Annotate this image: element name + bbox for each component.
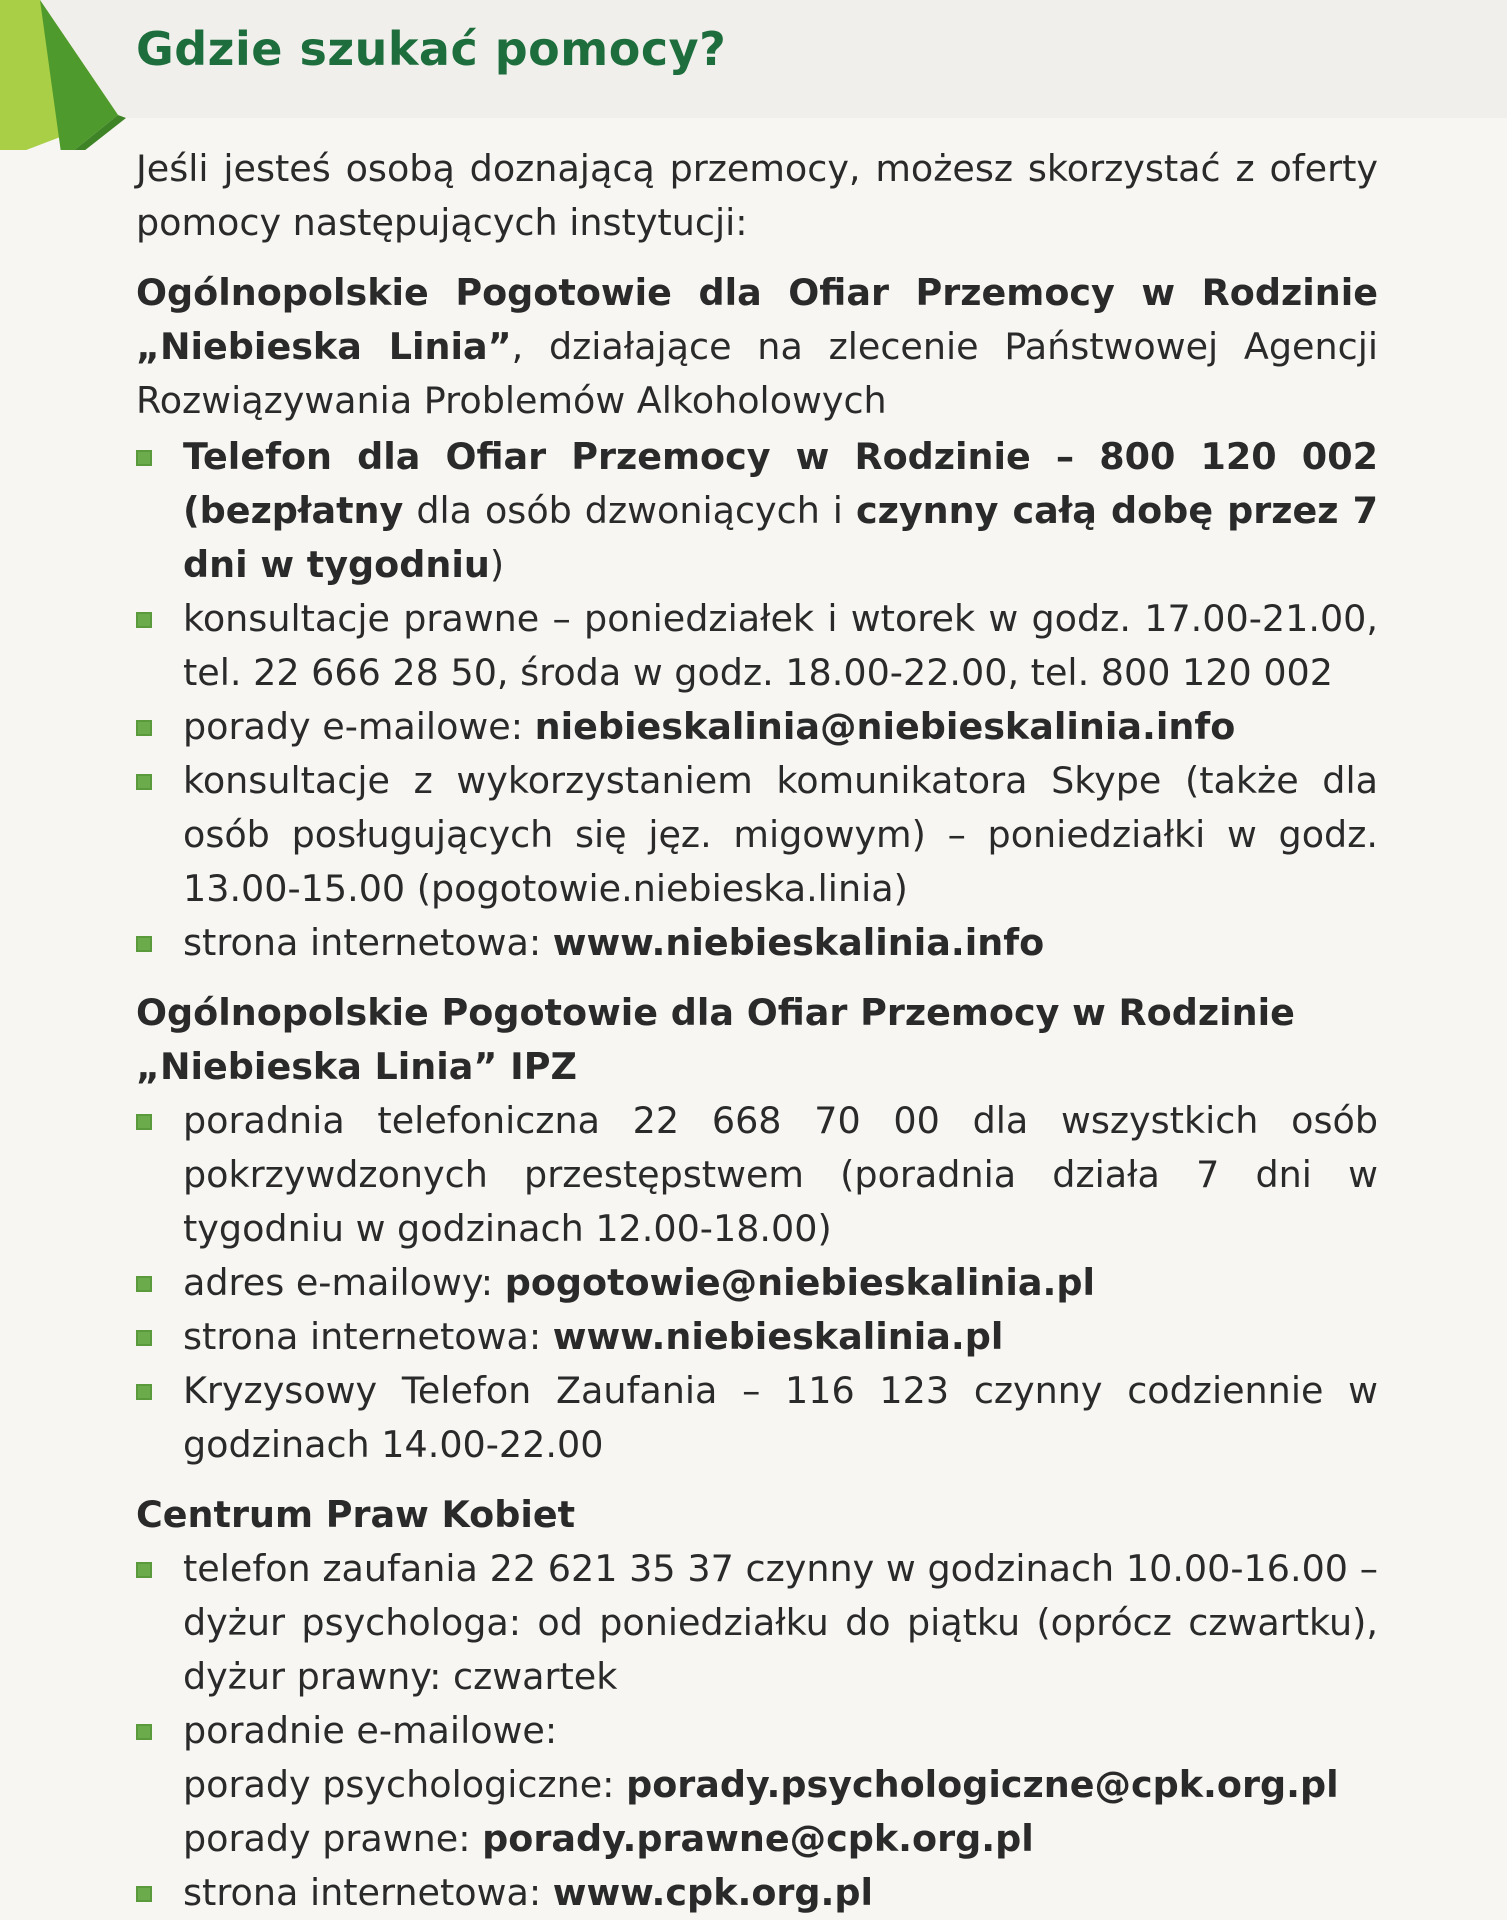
item-text: porady prawne: — [183, 1817, 483, 1860]
email-link[interactable]: niebieskalinia@niebieskalinia.info — [534, 705, 1236, 748]
bullet-icon — [136, 1886, 152, 1902]
page-title: Gdzie szukać pomocy? — [136, 22, 727, 76]
item-bold-text: Telefon dla Ofiar Przemocy w Rodzinie – 800 120 002 — [183, 435, 1378, 478]
list-item — [136, 1094, 1378, 1256]
bullet-icon — [136, 1114, 152, 1130]
corner-triangle-decoration — [0, 0, 130, 150]
item-text: dla osób dzwoniących i — [403, 489, 856, 532]
org-name: Ogólnopolskie Pogotowie dla Ofiar Przemocy w Rodzinie „Niebieska Linia” — [136, 271, 1378, 368]
bullet-icon — [136, 1330, 152, 1346]
org-niebieska-linia-list — [136, 430, 1378, 970]
sub-line-psychological — [183, 1758, 1378, 1812]
item-text: ) — [489, 543, 505, 586]
bullet-icon — [136, 1384, 152, 1400]
email-link[interactable]: pogotowie@niebieskalinia.pl — [504, 1261, 1096, 1304]
bullet-icon — [136, 1562, 152, 1578]
item-text: telefon zaufania 22 621 35 37 czynny w godzinach 10.00-16.00 – dyżur psychologa: od poniedziałku do piątku (oprócz czwartku), dyżur prawny: czwartek — [183, 1547, 1378, 1698]
website-link[interactable]: www.niebieskalinia.pl — [552, 1315, 1004, 1358]
item-text: poradnia telefoniczna 22 668 70 00 dla wszystkich osób pokrzywdzonych przestępstwem (poradnia działa 7 dni w tygodniu w godzinach 12.00-18.00) — [183, 1099, 1378, 1250]
item-text: konsultacje z wykorzystaniem komunikatora Skype (także dla osób posługujących się jęz. migowym) – poniedziałki w godz. 13.00-15.00 (pogotowie.niebieska.linia) — [183, 759, 1378, 910]
item-text: konsultacje prawne – poniedziałek i wtorek w godz. 17.00-21.00, tel. 22 666 28 50, środa w godz. 18.00-22.00, tel. 800 120 002 — [183, 597, 1378, 694]
list-item — [136, 916, 1378, 970]
item-text: adres e-mailowy: — [183, 1261, 505, 1304]
website-link[interactable]: www.cpk.org.pl — [552, 1871, 874, 1914]
list-item — [136, 754, 1378, 916]
list-item — [136, 1866, 1378, 1920]
org-ipz-list — [136, 1094, 1378, 1472]
bullet-icon — [136, 1724, 152, 1740]
website-link[interactable]: www.niebieskalinia.info — [552, 921, 1045, 964]
bullet-icon — [136, 774, 152, 790]
bullet-icon — [136, 936, 152, 952]
list-item — [136, 1542, 1378, 1704]
list-item — [136, 1364, 1378, 1472]
bullet-icon — [136, 720, 152, 736]
org-name: Ogólnopolskie Pogotowie dla Ofiar Przemocy w Rodzinie „Niebieska Linia” IPZ — [136, 991, 1295, 1088]
bullet-icon — [136, 1276, 152, 1292]
org-description: , działające na zlecenie Państwowej Agencji Rozwiązywania Problemów Alkoholowych — [136, 325, 1378, 422]
bullet-icon — [136, 450, 152, 466]
section-gap — [136, 1472, 1378, 1488]
org-cpk-heading — [136, 1488, 1378, 1542]
org-niebieska-linia-heading — [136, 266, 1378, 428]
item-text: Kryzysowy Telefon Zaufania – 116 123 czynny codziennie w godzinach 14.00-22.00 — [183, 1369, 1378, 1466]
main-content — [136, 142, 1378, 1920]
item-text: porady psychologiczne: — [183, 1763, 627, 1806]
list-item — [136, 430, 1378, 592]
item-bold-text: (bezpłatny — [183, 489, 404, 532]
org-name: Centrum Praw Kobiet — [136, 1493, 576, 1536]
item-text: poradnie e-mailowe: — [183, 1709, 558, 1752]
org-cpk-list — [136, 1542, 1378, 1920]
section-gap — [136, 970, 1378, 986]
item-bold-text: czynny całą dobę przez 7 dni w tygodniu — [183, 489, 1379, 586]
list-item — [136, 1704, 1378, 1866]
list-item — [136, 700, 1378, 754]
list-item — [136, 592, 1378, 700]
bullet-icon — [136, 612, 152, 628]
item-text: strona internetowa: — [183, 921, 553, 964]
item-text: porady e-mailowe: — [183, 705, 535, 748]
item-text: strona internetowa: — [183, 1871, 553, 1914]
email-link[interactable]: porady.psychologiczne@cpk.org.pl — [626, 1763, 1339, 1806]
list-item — [136, 1256, 1378, 1310]
email-link[interactable]: porady.prawne@cpk.org.pl — [482, 1817, 1034, 1860]
item-text: strona internetowa: — [183, 1315, 553, 1358]
org-ipz-heading — [136, 986, 1378, 1094]
intro-paragraph: Jeśli jesteś osobą doznającą przemocy, możesz skorzystać z oferty pomocy następujących instytucji: — [136, 147, 1378, 244]
sub-line-legal — [183, 1812, 1378, 1866]
list-item — [136, 1310, 1378, 1364]
